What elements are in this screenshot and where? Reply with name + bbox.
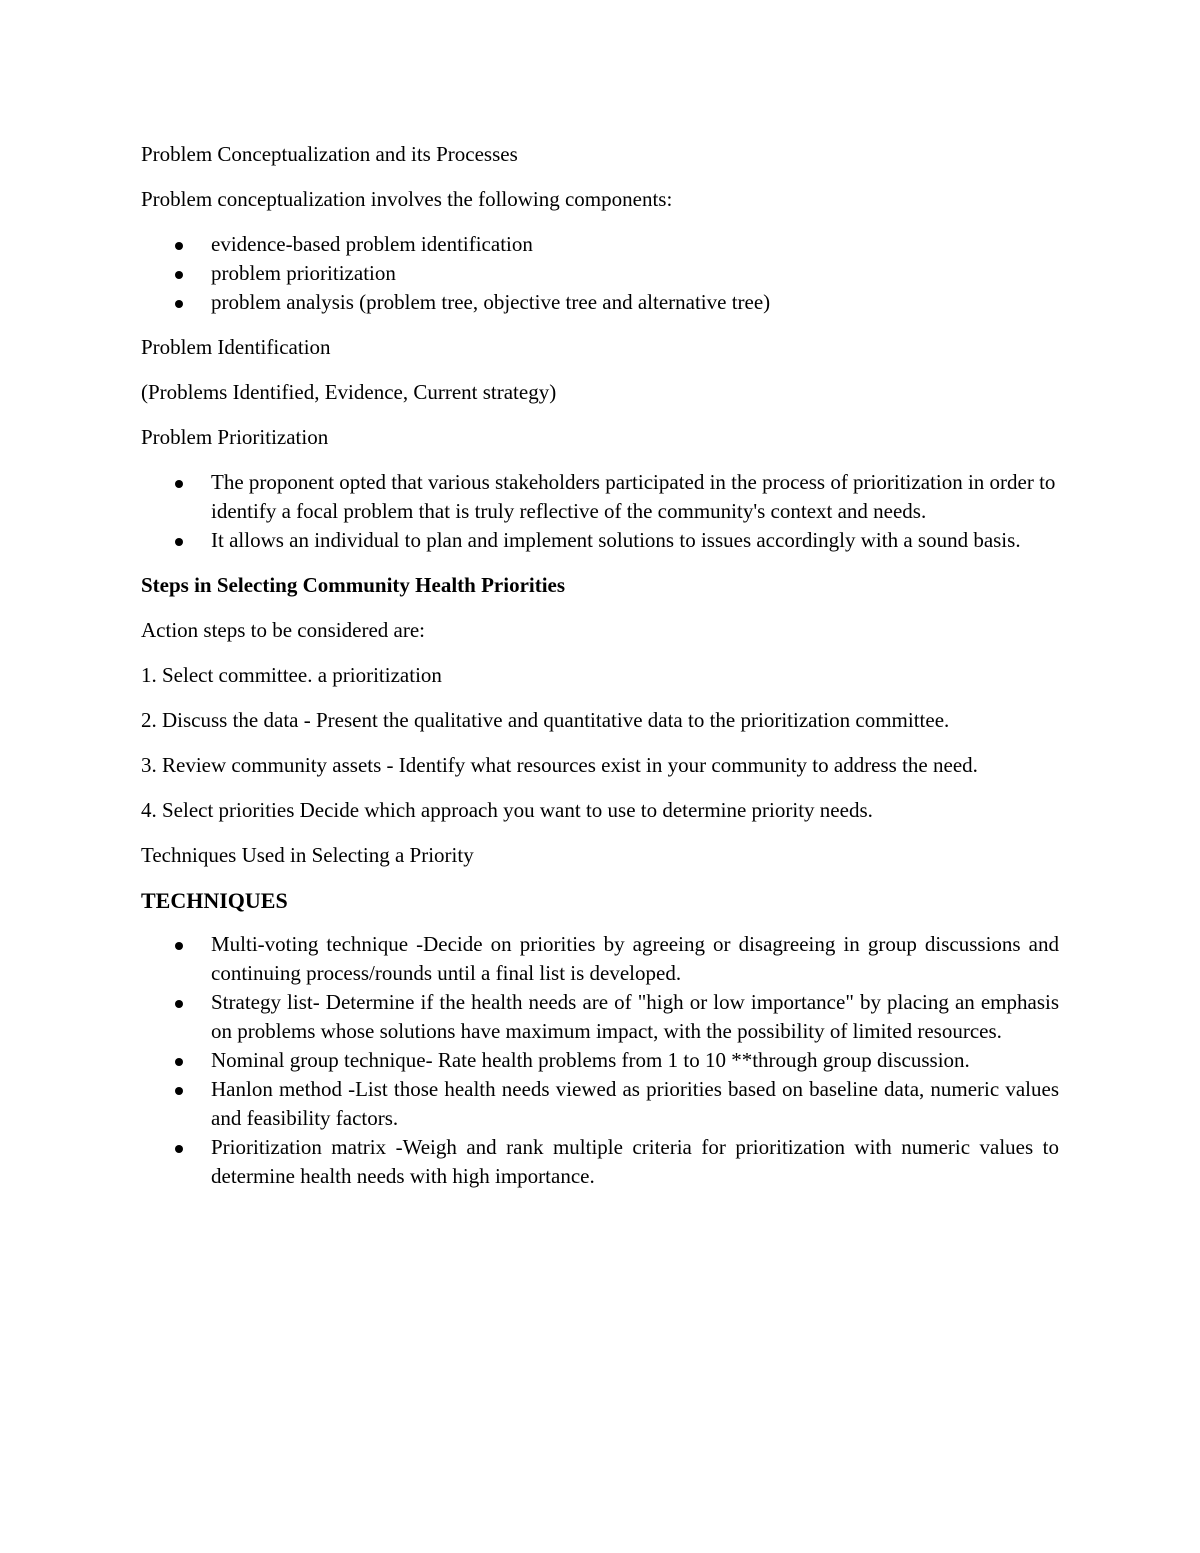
bullet-icon: [175, 271, 183, 279]
step-item: 1. Select committee. a prioritization: [141, 663, 442, 687]
bullet-icon: [175, 1087, 183, 1095]
list-item-text: Strategy list- Determine if the health needs are of "high or low importance" by placing an emphasis on problems whose solutions have maximum impact, with the possibility of limited resources.: [211, 990, 1059, 1043]
list-item: [211, 1046, 1059, 1075]
intro-paragraph: Problem conceptualization involves the following components:: [141, 187, 673, 211]
techniques-list: [141, 930, 1059, 1191]
identification-items: (Problems Identified, Evidence, Current strategy): [141, 380, 557, 404]
techniques-intro: Techniques Used in Selecting a Priority: [141, 843, 474, 867]
list-item: [211, 468, 1059, 526]
step-item: 3. Review community assets - Identify what resources exist in your community to address the need.: [141, 753, 978, 777]
bullet-icon: [175, 1145, 183, 1153]
list-item-text: evidence-based problem identification: [211, 232, 533, 256]
components-list: [141, 230, 1059, 317]
list-item: [211, 526, 1059, 555]
list-item-text: It allows an individual to plan and implement solutions to issues accordingly with a sound basis.: [211, 528, 1021, 552]
bullet-icon: [175, 242, 183, 250]
list-item: [211, 988, 1059, 1046]
bullet-icon: [175, 942, 183, 950]
list-item-text: Multi-voting technique -Decide on priorities by agreeing or disagreeing in group discussions and continuing process/rounds until a final list is developed.: [211, 932, 1059, 985]
bullet-icon: [175, 538, 183, 546]
list-item: [211, 288, 1059, 317]
techniques-heading: TECHNIQUES: [141, 888, 288, 913]
prioritization-list: [141, 468, 1059, 555]
list-item-text: problem prioritization: [211, 261, 396, 285]
bullet-icon: [175, 300, 183, 308]
list-item-text: Hanlon method -List those health needs viewed as priorities based on baseline data, numeric values and feasibility factors.: [211, 1077, 1059, 1130]
document-page: [141, 140, 1059, 1207]
steps-intro: Action steps to be considered are:: [141, 618, 425, 642]
bullet-icon: [175, 1000, 183, 1008]
document-title: Problem Conceptualization and its Processes: [141, 142, 518, 166]
prioritization-heading: Problem Prioritization: [141, 425, 329, 449]
list-item: [211, 1133, 1059, 1191]
bullet-icon: [175, 1058, 183, 1066]
step-item: 2. Discuss the data - Present the qualitative and quantitative data to the prioritization committee.: [141, 708, 950, 732]
list-item: [211, 259, 1059, 288]
step-item: 4. Select priorities Decide which approach you want to use to determine priority needs.: [141, 798, 873, 822]
list-item: [211, 230, 1059, 259]
identification-heading: Problem Identification: [141, 335, 331, 359]
list-item: [211, 930, 1059, 988]
list-item-text: Nominal group technique- Rate health problems from 1 to 10 **through group discussion.: [211, 1048, 970, 1072]
list-item-text: The proponent opted that various stakeholders participated in the process of prioritization in order to identify a focal problem that is truly reflective of the community's context and needs.: [211, 470, 1056, 523]
steps-heading: Steps in Selecting Community Health Priorities: [141, 573, 566, 597]
bullet-icon: [175, 480, 183, 488]
list-item-text: Prioritization matrix -Weigh and rank multiple criteria for prioritization with numeric values to determine health needs with high importance.: [211, 1135, 1059, 1188]
list-item: [211, 1075, 1059, 1133]
list-item-text: problem analysis (problem tree, objective tree and alternative tree): [211, 290, 771, 314]
